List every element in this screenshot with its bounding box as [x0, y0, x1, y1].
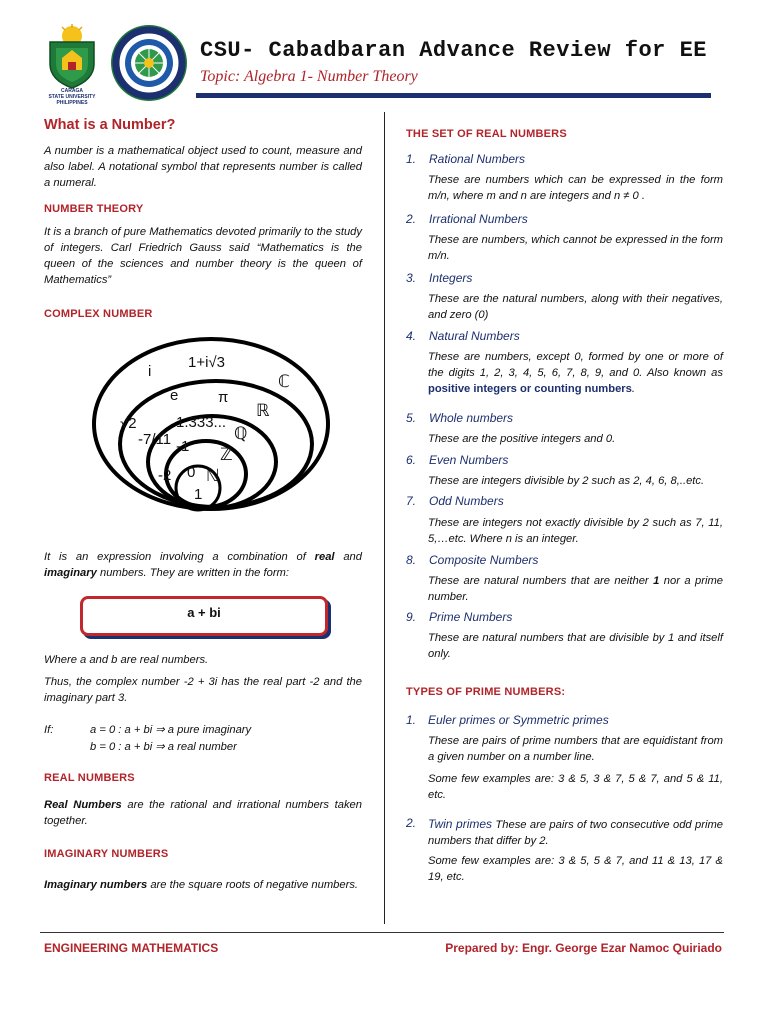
diagram-label: √2 [120, 415, 137, 432]
logo-caption-line: STATE UNIVERSITY [48, 94, 96, 100]
diagram-label: -7/11 [138, 431, 172, 448]
text-span: These are integers not exactly divisible by 2 such as 7, 11, 5,…etc. Where n is an integer. [428, 517, 723, 545]
prime-type-title: Euler primes or Symmetric primes [428, 713, 609, 727]
set-item-text [428, 431, 723, 447]
list-number: 8. [406, 553, 417, 567]
column-divider [384, 112, 385, 924]
set-item-title: Irrational Numbers [429, 212, 528, 226]
logo-caption-line: PHILIPPINES [56, 100, 88, 106]
list-number: 2. [406, 212, 417, 226]
list-number: 5. [406, 411, 417, 425]
text-span: These are integers divisible by 2 such as 2, 4, 6, 8,..etc. [428, 475, 705, 487]
text-span: These are numbers, except 0, formed by one or more of the digits 1, 2, 3, 4, 5, 6, 7, 8, 9, and 0. Also known as [428, 351, 723, 379]
number-sets-diagram [86, 334, 336, 514]
text-span: numbers. They are written in the form: [96, 567, 289, 579]
set-item-title: Integers [429, 271, 473, 285]
imaginary-numbers-heading: IMAGINARY NUMBERS [44, 848, 169, 860]
list-number: 1. [406, 152, 417, 166]
real-numbers-heading: REAL NUMBERS [44, 772, 135, 784]
thus-text: Thus, the complex number -2 + 3i has the real part -2 and the imaginary part 3. [44, 676, 362, 704]
text-span: These are pairs of two consecutive odd prime numbers that differ by 2. [428, 819, 723, 847]
emphasis: positive integers or counting numbers [428, 383, 632, 395]
set-item-title: Rational Numbers [429, 152, 526, 166]
number-theory-heading: NUMBER THEORY [44, 203, 144, 215]
set-item-title: Whole numbers [429, 411, 514, 425]
where-text: Where a and b are real numbers. [44, 654, 209, 666]
diagram-label: ℂ [278, 372, 290, 391]
prime-type-text: These are pairs of prime numbers that are equidistant from a given number on a number line. [428, 735, 723, 763]
logo-caption [40, 88, 104, 106]
text-span: These are numbers which can be expressed in the form m/n, where m and n are integers and n ≠ 0 . [428, 174, 723, 202]
diagram-label: -2 [158, 467, 172, 484]
set-item-text [428, 349, 723, 397]
text-span: These are the natural numbers, along with their negatives, and zero (0) [428, 293, 723, 321]
complex-number-heading: COMPLEX NUMBER [44, 308, 153, 320]
real-emphasis: real [314, 551, 335, 563]
imaginary-numbers-text [44, 877, 362, 893]
footer-author: Prepared by: Engr. George Ezar Namoc Quiriado [445, 941, 722, 955]
text-span: are the rational and irrational numbers taken together. [44, 799, 362, 827]
diagram-label: ℕ [206, 466, 220, 485]
imaginary-emphasis: imaginary [44, 567, 97, 579]
set-of-real-numbers-heading: THE SET OF REAL NUMBERS [406, 128, 567, 140]
diagram-label: ℚ [234, 424, 248, 443]
what-is-number-heading: What is a Number? [44, 117, 176, 133]
set-item-text [428, 473, 723, 489]
set-item-title: Natural Numbers [429, 329, 520, 343]
prime-type-text [428, 816, 723, 849]
if-condition-1: a = 0 : a + bi ⇒ a pure imaginary [90, 724, 252, 736]
diagram-label: 1 [194, 486, 203, 503]
logo-caption-line: CARAGA [61, 88, 83, 94]
prime-type-example: Some few examples are: 3 & 5, 5 & 7, and 11 & 13, 17 & 19, etc. [428, 855, 723, 883]
list-number: 7. [406, 494, 417, 508]
set-item-text [428, 515, 723, 547]
text-span: These are natural numbers that are divisible by 1 and itself only. [428, 632, 723, 660]
set-item-text [428, 630, 723, 662]
topic-subtitle: Topic: Algebra 1- Number Theory [200, 68, 418, 85]
set-item-text [428, 573, 723, 605]
text-span: These are the positive integers and 0. [428, 433, 616, 445]
text-span: . [631, 383, 635, 395]
if-condition-2: b = 0 : a + bi ⇒ a real number [90, 741, 237, 753]
set-item-title: Even Numbers [429, 453, 509, 467]
formula-text: a + bi [187, 605, 221, 620]
text-span: and [334, 551, 362, 563]
term-bold: Real Numbers [44, 799, 122, 811]
term-bold: Imaginary numbers [44, 879, 148, 891]
diagram-label: ℝ [256, 401, 270, 420]
list-number: 6. [406, 453, 417, 467]
set-item-text [428, 291, 723, 323]
complex-expression-text [44, 549, 362, 581]
diagram-label: 0 [187, 464, 196, 481]
prime-type-title: Twin primes [428, 817, 493, 831]
list-number: 3. [406, 271, 417, 285]
text-span: These are natural numbers that are neither [428, 575, 654, 587]
set-item-title: Odd Numbers [429, 494, 504, 508]
text-span: It is an expression involving a combination of [44, 551, 315, 563]
text-span: These are numbers, which cannot be expressed in the form m/n. [428, 234, 723, 262]
emphasis: 1 [653, 575, 660, 587]
set-item-text [428, 172, 723, 204]
types-of-primes-heading: TYPES OF PRIME NUMBERS: [406, 686, 566, 698]
what-is-number-text: A number is a mathematical object used to count, measure and also label. A notational symbol that represents number is called a numeral. [44, 145, 362, 189]
diagram-label: 1+i√3 [188, 354, 226, 371]
diagram-label: i [148, 363, 152, 380]
list-number: 2. [406, 816, 417, 830]
real-numbers-text [44, 797, 362, 829]
diagram-label: ℤ [220, 445, 233, 464]
set-item-title: Prime Numbers [429, 610, 513, 624]
text-span: are the square roots of negative numbers. [147, 879, 359, 891]
prime-type-example: Some few examples are: 3 & 5, 3 & 7, 5 & 7, and 5 & 11, etc. [428, 773, 723, 801]
list-number: 9. [406, 610, 417, 624]
text-span: nor a prime number. [428, 575, 723, 603]
if-label: If: [44, 724, 54, 736]
page-title: CSU- Cabadbaran Advance Review for EE [200, 38, 707, 63]
list-number: 1. [406, 713, 417, 727]
diagram-label: π [218, 389, 229, 406]
number-theory-text: It is a branch of pure Mathematics devoted primarily to the study of integers. Carl Friedrich Gauss said “Mathematics is the queen of the sciences and number theory is the queen of Mathematics” [44, 226, 362, 286]
footer-course: ENGINEERING MATHEMATICS [44, 941, 219, 955]
university-seal-logo [110, 24, 188, 102]
set-item-text [428, 232, 723, 264]
header-rule [196, 93, 711, 98]
diagram-label: -1 [176, 438, 190, 455]
set-item-title: Composite Numbers [429, 553, 539, 567]
diagram-label: 1.333... [176, 414, 227, 431]
diagram-label: e [170, 387, 179, 404]
footer-rule [40, 932, 724, 933]
list-number: 4. [406, 329, 417, 343]
